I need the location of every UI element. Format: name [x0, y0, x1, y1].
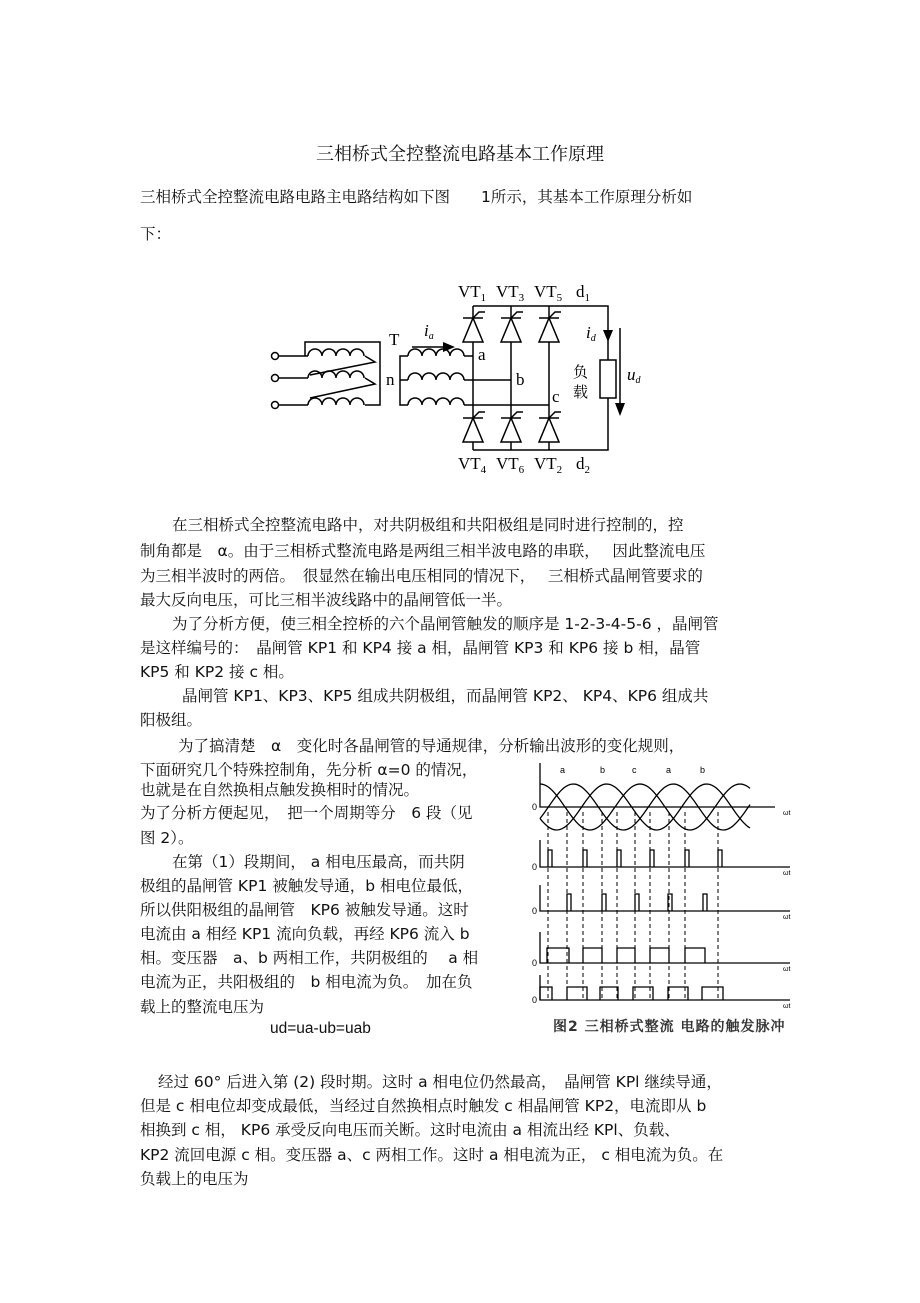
- trigger-pulse: [702, 987, 723, 1000]
- paragraph-line: 为了分析方便，使三相全控桥的六个晶闸管触发的顺序是 1-2-3-4-5-6 ，晶闸管: [172, 615, 719, 633]
- axis-label: ωt: [783, 1003, 791, 1010]
- paragraph-line: 经过 60° 后进入第 (2) 段时期。这时 a 相电位仍然最高， 晶闸管 KPl 继续导通，: [158, 1073, 722, 1091]
- svg-text:VT4: $VT_4$: [458, 454, 487, 476]
- axis-label: ωt: [783, 914, 791, 921]
- paragraph-line: 制角都是 α。由于三相桥式整流电路是两组三相半波电路的串联， 因此整流电压: [140, 542, 706, 560]
- paragraph-line: 所以供阳极组的晶闸管 KP6 被触发导通。这时: [140, 901, 469, 919]
- svg-text:VT2: $VT_2$: [534, 454, 563, 476]
- page-title: 三相桥式全控整流电路基本工作原理: [316, 144, 604, 165]
- paragraph-line: 但是 c 相电位却变成最低，当经过自然换相点时触发 c 相晶闸管 KP2，电流即从 b: [140, 1097, 707, 1115]
- trigger-pulse: [548, 850, 552, 867]
- paragraph-line: 为了搞清楚 α 变化时各晶闸管的导通规律，分析输出波形的变化规则，: [178, 737, 685, 755]
- axis: [540, 763, 775, 807]
- phase-label: b: [700, 765, 706, 775]
- paragraph-line: 在三相桥式全控整流电路中，对共阴极组和共阳极组是同时进行控制的，控: [172, 516, 684, 534]
- trigger-pulse: [583, 948, 602, 963]
- paragraph-line: 最大反向电压，可比三相半波线路中的晶闸管低一半。: [140, 591, 513, 609]
- trigger-pulse: [718, 850, 722, 867]
- trigger-pulse: [600, 987, 618, 1000]
- trigger-pulse: [617, 850, 621, 867]
- trigger-pulse: [650, 948, 669, 963]
- intro-line: 下：: [140, 225, 172, 243]
- svg-text:VT5: $VT_5$: [534, 282, 563, 304]
- svg-text:id: id: [586, 323, 596, 344]
- trigger-pulse: [617, 948, 635, 963]
- phase-label: a: [666, 765, 672, 775]
- svg-text:VT3: $VT_3$: [496, 282, 525, 304]
- paragraph-line: 相。变压器 a、b 两相工作，共阴极组的 a 相: [140, 949, 479, 967]
- paragraph-line: 下面研究几个特殊控制角，先分析 α=0 的情况，: [140, 761, 478, 779]
- svg-text:载: 载: [573, 383, 589, 401]
- origin-label: 0: [532, 862, 538, 872]
- svg-text:n: n: [386, 370, 395, 389]
- paragraph-line: 图 2）。: [140, 829, 194, 847]
- paragraph-line: KP2 流回电源 c 相。变压器 a、c 两相工作。这时 a 相电流为正， c 相电流为负。在: [140, 1146, 724, 1164]
- svg-text:VT6: $VT_6$: [496, 454, 525, 476]
- trigger-pulse: [540, 987, 552, 1000]
- svg-text:d2: $d_2$: [576, 454, 590, 476]
- phase-label: c: [632, 765, 637, 775]
- paragraph-line: 为三相半波时的两倍。 很显然在输出电压相同的情况下， 三相桥式晶闸管要求的: [140, 567, 703, 585]
- trigger-pulse: [567, 987, 587, 1000]
- svg-text:ia: ia: [424, 321, 434, 342]
- trigger-pulse: [650, 850, 654, 867]
- svg-text:ud: ud: [627, 365, 641, 386]
- axis-label: ωt: [783, 870, 791, 877]
- origin-label: 0: [532, 802, 538, 812]
- trigger-pulse: [567, 894, 571, 911]
- trigger-pulse: [685, 850, 689, 867]
- paragraph-line: 晶闸管 KP1、KP3、KP5 组成共阴极组，而晶闸管 KP2、 KP4、KP6 组成共: [182, 687, 709, 705]
- paragraph-line: 在第（1）段期间， a 相电压最高，而共阴: [172, 853, 465, 871]
- paragraph-line: 也就是在自然换相点触发换相时的情况。: [140, 781, 420, 799]
- paragraph-line: 负载上的电压为: [140, 1170, 249, 1188]
- axis-label: ωt: [783, 810, 791, 817]
- trigger-pulse: [635, 894, 639, 911]
- paragraph-line: 载上的整流电压为: [140, 998, 265, 1016]
- paragraph-line: 为了分析方便起见， 把一个周期等分 6 段（见: [140, 804, 473, 822]
- intro-line: 三相桥式全控整流电路电路主电路结构如下图 1所示，其基本工作原理分析如: [140, 188, 693, 206]
- origin-label: 0: [532, 995, 538, 1005]
- axis-label: ωt: [783, 966, 791, 973]
- phase-label: a: [560, 765, 566, 775]
- svg-text:负: 负: [573, 363, 589, 381]
- svg-text:d1: $d_1$: [576, 282, 590, 304]
- paragraph-line: 电流为正，共阳极组的 b 相电流为负。 加在负: [140, 973, 473, 991]
- svg-text:a: a: [478, 345, 486, 364]
- phase-label: b: [600, 765, 606, 775]
- trigger-pulse: [547, 948, 569, 963]
- trigger-pulse: [602, 894, 606, 911]
- axis: [540, 840, 790, 867]
- origin-label: 0: [532, 906, 538, 916]
- svg-text:b: b: [516, 370, 525, 389]
- figure2-caption: 图2 三相桥式整流 电路的触发脉冲: [553, 1019, 786, 1035]
- formula: ud=ua-ub=uab: [270, 1020, 371, 1037]
- trigger-pulse: [583, 850, 587, 867]
- svg-text:c: c: [552, 387, 560, 406]
- paragraph-line: 相换到 c 相， KP6 承受反向电压而关断。这时电流由 a 相流出经 KPl、负载、: [140, 1121, 680, 1139]
- paragraph-line: 极组的晶闸管 KP1 被触发导通，b 相电位最低，: [140, 877, 473, 895]
- svg-text:T: T: [389, 330, 400, 349]
- paragraph-line: 阳极组。: [140, 711, 203, 729]
- axis: [540, 885, 790, 911]
- paragraph-line: KP5 和 KP2 接 c 相。: [140, 663, 294, 681]
- trigger-pulse: [685, 948, 705, 963]
- svg-text:VT1: $VT_1$: [458, 282, 487, 304]
- paragraph-line: 电流由 a 相经 KP1 流向负载，再经 KP6 流入 b: [140, 925, 470, 943]
- paragraph-line: 是这样编号的： 晶闸管 KP1 和 KP4 接 a 相，晶闸管 KP3 和 KP6 接 b 相，晶管: [140, 639, 701, 657]
- trigger-pulse: [703, 894, 707, 911]
- origin-label: 0: [532, 958, 538, 968]
